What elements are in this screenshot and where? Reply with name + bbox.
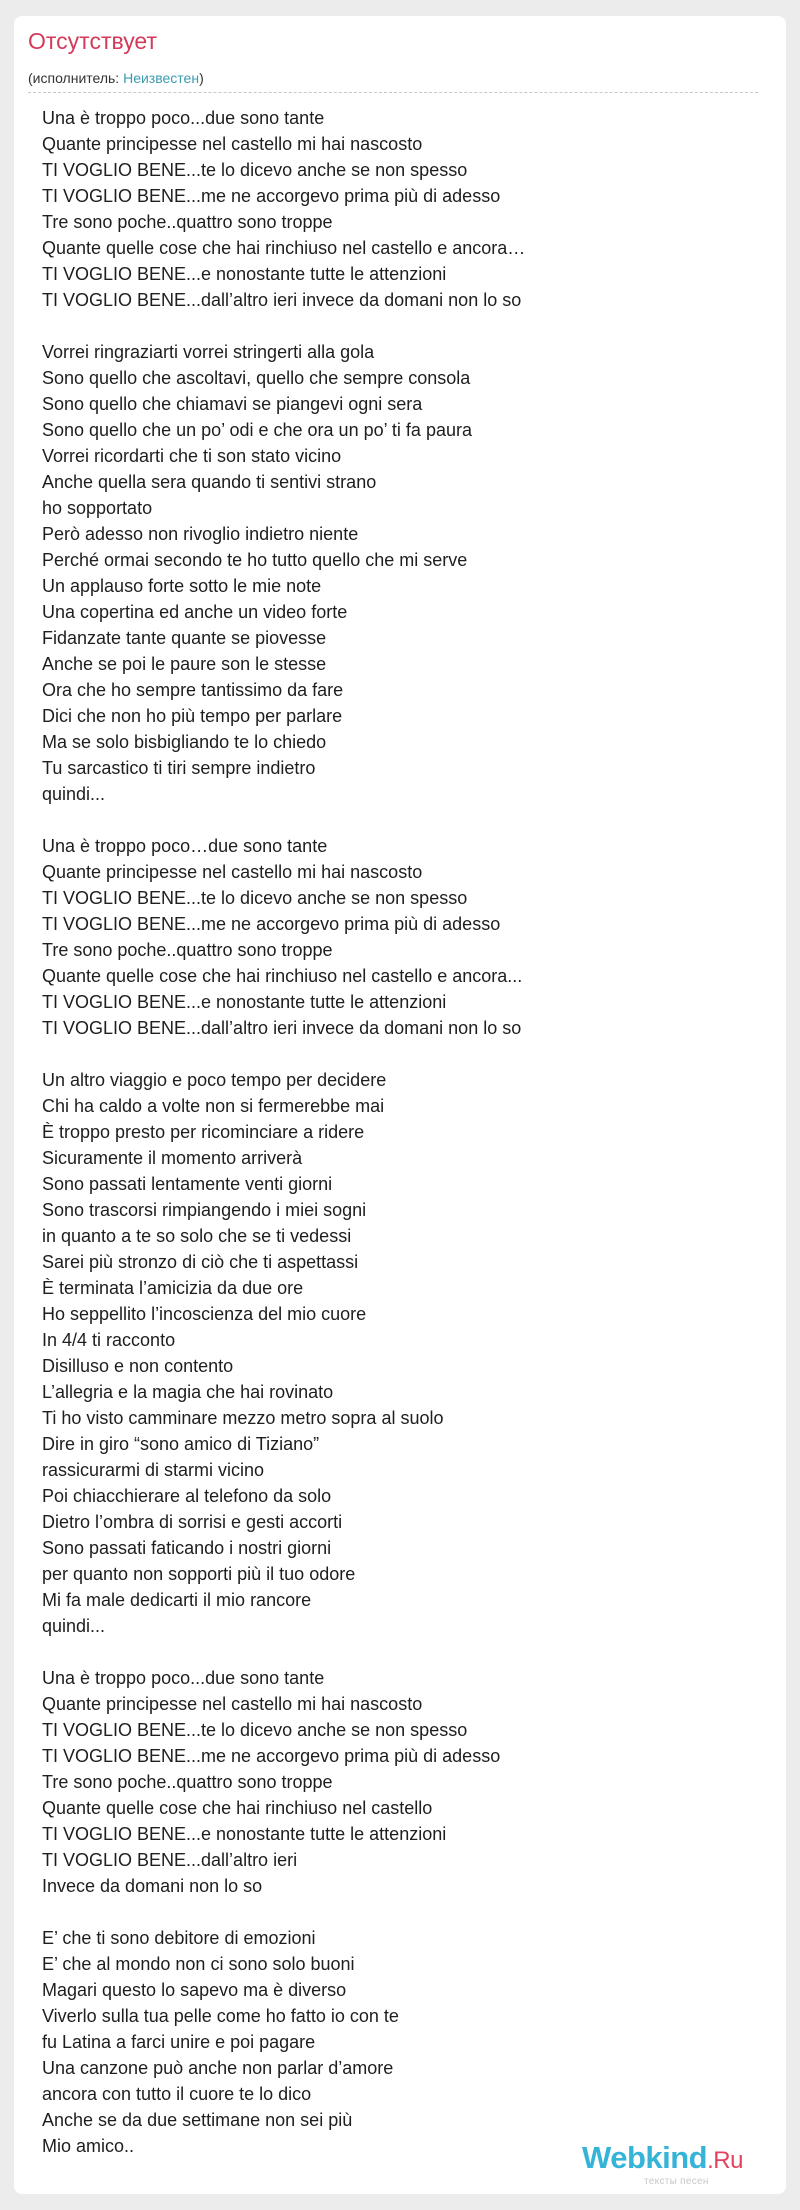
- lyrics-stanza: [42, 1067, 742, 1639]
- lyric-line: Una è troppo poco…due sono tante: [42, 836, 328, 856]
- lyric-line: TI VOGLIO BENE...e nonostante tutte le attenzioni: [42, 1824, 447, 1844]
- logo-tld: .Ru: [707, 2147, 743, 2174]
- lyric-line: Una è troppo poco...due sono tante: [42, 108, 325, 128]
- lyrics-text: [42, 105, 742, 2185]
- lyric-line: Sarei più stronzo di ciò che ti aspettassi: [42, 1252, 359, 1272]
- lyric-line: Ti ho visto camminare mezzo metro sopra al suolo: [42, 1408, 444, 1428]
- lyric-line: Sono passati faticando i nostri giorni: [42, 1538, 332, 1558]
- logo-name: Webkind: [582, 2140, 708, 2175]
- lyric-line: Mio amico..: [42, 2136, 135, 2156]
- lyrics-stanza: [42, 833, 742, 1041]
- lyric-line: Quante principesse nel castello mi hai nascosto: [42, 862, 423, 882]
- lyric-line: ancora con tutto il cuore te lo dico: [42, 2084, 312, 2104]
- lyrics-stanza: [42, 339, 742, 807]
- lyric-line: Sono trascorsi rimpiangendo i miei sogni: [42, 1200, 367, 1220]
- lyric-line: È troppo presto per ricominciare a ridere: [42, 1122, 365, 1142]
- lyric-line: Vorrei ricordarti che ti son stato vicino: [42, 446, 342, 466]
- lyric-line: Tre sono poche..quattro sono troppe: [42, 212, 333, 232]
- lyric-line: Perché ormai secondo te ho tutto quello che mi serve: [42, 550, 468, 570]
- lyric-line: Tre sono poche..quattro sono troppe: [42, 940, 333, 960]
- logo-tagline: тексты песен: [644, 2176, 709, 2187]
- lyric-line: TI VOGLIO BENE...dall’altro ieri invece da domani non lo so: [42, 1018, 522, 1038]
- logo-wordmark: [582, 2140, 743, 2176]
- lyric-line: Dire in giro “sono amico di Tiziano”: [42, 1434, 320, 1454]
- lyric-line: Anche se da due settimane non sei più: [42, 2110, 353, 2130]
- lyric-line: L’allegria e la magia che hai rovinato: [42, 1382, 334, 1402]
- lyric-line: Invece da domani non lo so: [42, 1876, 263, 1896]
- lyric-line: quindi...: [42, 1616, 106, 1636]
- lyric-line: Ora che ho sempre tantissimo da fare: [42, 680, 344, 700]
- lyric-line: Sicuramente il momento arriverà: [42, 1148, 303, 1168]
- lyric-line: Magari questo lo sapevo ma è diverso: [42, 1980, 347, 2000]
- lyric-line: Un applauso forte sotto le mie note: [42, 576, 322, 596]
- lyric-line: Ho seppellito l’incoscienza del mio cuore: [42, 1304, 367, 1324]
- lyric-line: quindi...: [42, 784, 106, 804]
- lyric-line: In 4/4 ti racconto: [42, 1330, 176, 1350]
- lyrics-stanza: [42, 1925, 742, 2159]
- header-divider: [28, 92, 758, 93]
- lyric-line: Vorrei ringraziarti vorrei stringerti alla gola: [42, 342, 375, 362]
- lyric-line: Mi fa male dedicarti il mio rancore: [42, 1590, 312, 1610]
- lyric-line: Sono quello che ascoltavi, quello che sempre consola: [42, 368, 471, 388]
- lyric-line: Tu sarcastico ti tiri sempre indietro: [42, 758, 316, 778]
- lyric-line: TI VOGLIO BENE...me ne accorgevo prima più di adesso: [42, 1746, 501, 1766]
- lyric-line: Disilluso e non contento: [42, 1356, 234, 1376]
- lyric-line: Una copertina ed anche un video forte: [42, 602, 348, 622]
- song-title: Отсутствует: [28, 28, 157, 54]
- lyric-line: TI VOGLIO BENE...me ne accorgevo prima più di adesso: [42, 186, 501, 206]
- lyric-line: Sono quello che chiamavi se piangevi ogni sera: [42, 394, 423, 414]
- lyric-line: TI VOGLIO BENE...te lo dicevo anche se non spesso: [42, 888, 468, 908]
- lyric-line: Dici che non ho più tempo per parlare: [42, 706, 343, 726]
- lyric-line: Quante principesse nel castello mi hai nascosto: [42, 1694, 423, 1714]
- lyric-line: E’ che ti sono debitore di emozioni: [42, 1928, 316, 1948]
- lyric-line: Dietro l’ombra di sorrisi e gesti accorti: [42, 1512, 343, 1532]
- lyrics-stanza: [42, 1665, 742, 1899]
- lyrics-stanza: [42, 105, 742, 313]
- lyric-line: Però adesso non rivoglio indietro niente: [42, 524, 359, 544]
- lyric-line: Un altro viaggio e poco tempo per decidere: [42, 1070, 387, 1090]
- lyric-line: TI VOGLIO BENE...e nonostante tutte le attenzioni: [42, 264, 447, 284]
- lyric-line: Quante principesse nel castello mi hai nascosto: [42, 134, 423, 154]
- lyric-line: TI VOGLIO BENE...me ne accorgevo prima più di adesso: [42, 914, 501, 934]
- lyric-line: Tre sono poche..quattro sono troppe: [42, 1772, 333, 1792]
- artist-line: [28, 70, 204, 86]
- lyric-line: TI VOGLIO BENE...te lo dicevo anche se non spesso: [42, 160, 468, 180]
- lyric-line: in quanto a te so solo che se ti vedessi: [42, 1226, 352, 1246]
- lyric-line: fu Latina a farci unire e poi pagare: [42, 2032, 316, 2052]
- artist-suffix: ): [199, 70, 204, 86]
- lyric-line: Una è troppo poco...due sono tante: [42, 1668, 325, 1688]
- lyric-line: Chi ha caldo a volte non si fermerebbe mai: [42, 1096, 385, 1116]
- lyric-line: TI VOGLIO BENE...dall’altro ieri: [42, 1850, 298, 1870]
- lyric-line: Quante quelle cose che hai rinchiuso nel castello: [42, 1798, 433, 1818]
- lyric-line: Anche se poi le paure son le stesse: [42, 654, 327, 674]
- artist-link[interactable]: Неизвестен: [123, 70, 200, 86]
- lyric-line: E’ che al mondo non ci sono solo buoni: [42, 1954, 355, 1974]
- lyric-line: Sono quello che un po’ odi e che ora un po’ ti fa paura: [42, 420, 472, 440]
- lyric-line: Quante quelle cose che hai rinchiuso nel castello e ancora...: [42, 966, 523, 986]
- lyric-line: TI VOGLIO BENE...te lo dicevo anche se non spesso: [42, 1720, 468, 1740]
- lyric-line: Ma se solo bisbigliando te lo chiedo: [42, 732, 327, 752]
- lyric-line: TI VOGLIO BENE...dall’altro ieri invece da domani non lo so: [42, 290, 522, 310]
- lyric-line: ho sopportato: [42, 498, 153, 518]
- lyric-line: Viverlo sulla tua pelle come ho fatto io con te: [42, 2006, 399, 2026]
- lyric-line: Anche quella sera quando ti sentivi strano: [42, 472, 377, 492]
- lyric-line: Una canzone può anche non parlar d’amore: [42, 2058, 394, 2078]
- webkind-logo[interactable]: [582, 2140, 772, 2200]
- lyric-line: Quante quelle cose che hai rinchiuso nel castello e ancora…: [42, 238, 526, 258]
- artist-prefix: (исполнитель:: [28, 70, 124, 86]
- lyric-line: TI VOGLIO BENE...e nonostante tutte le attenzioni: [42, 992, 447, 1012]
- lyric-line: Poi chiacchierare al telefono da solo: [42, 1486, 332, 1506]
- lyric-line: rassicurarmi di starmi vicino: [42, 1460, 265, 1480]
- lyric-line: Fidanzate tante quante se piovesse: [42, 628, 327, 648]
- lyric-line: Sono passati lentamente venti giorni: [42, 1174, 333, 1194]
- lyric-line: per quanto non sopporti più il tuo odore: [42, 1564, 356, 1584]
- lyric-line: È terminata l’amicizia da due ore: [42, 1278, 304, 1298]
